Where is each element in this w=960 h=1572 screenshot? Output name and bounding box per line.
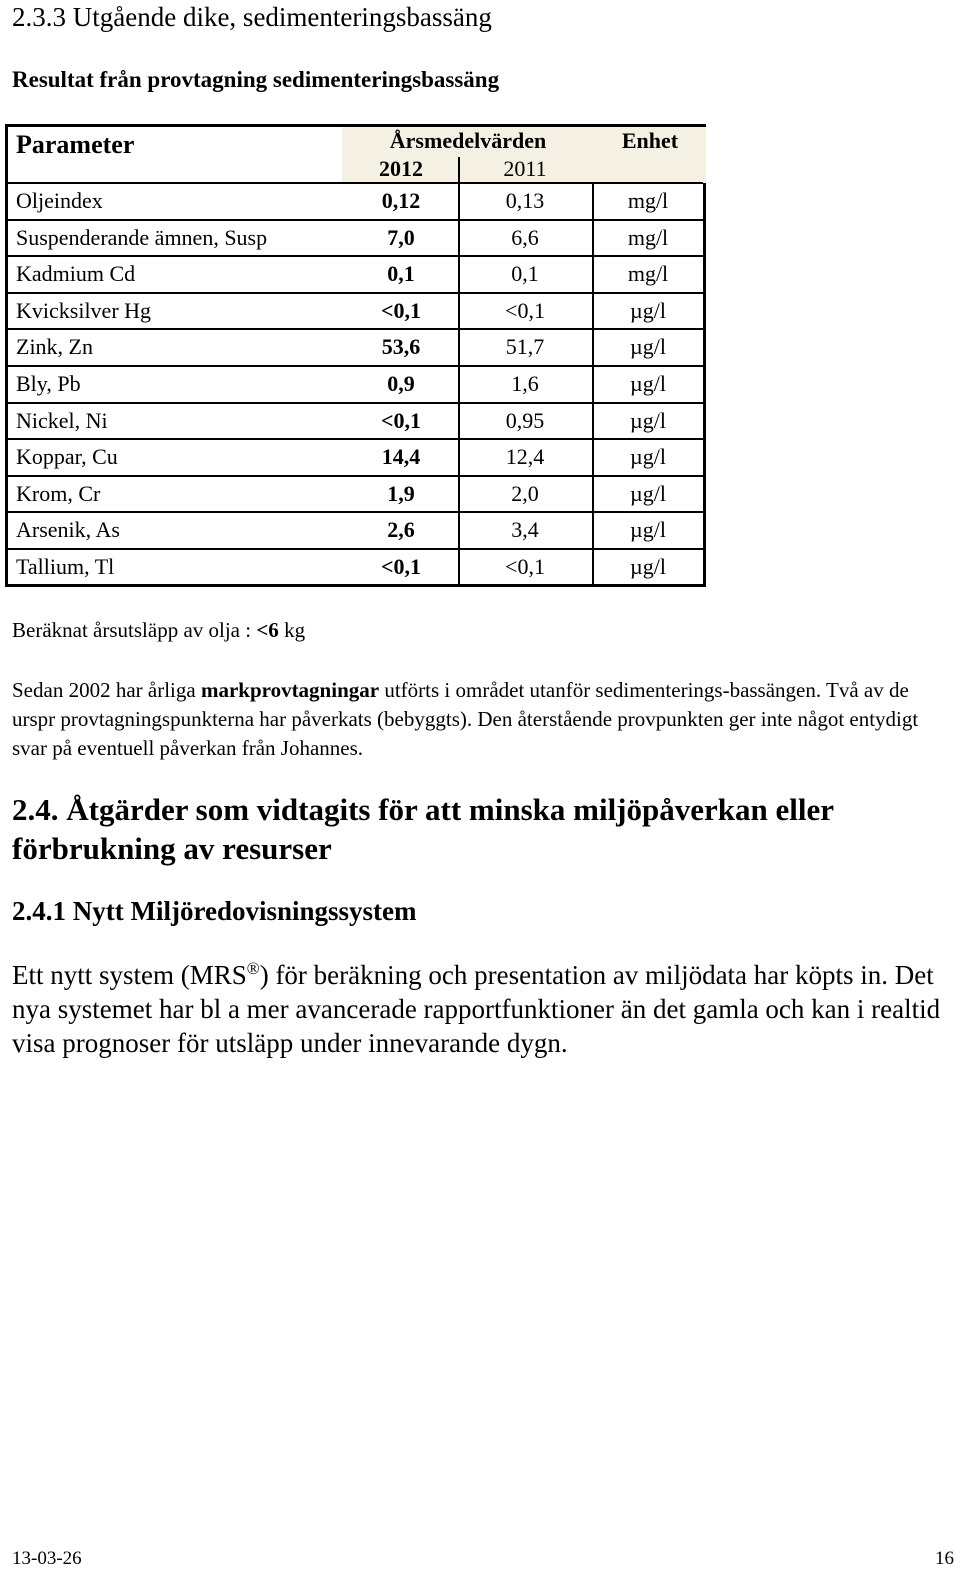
table-row <box>8 293 703 330</box>
table-row <box>8 512 703 549</box>
cell-value-2011: 51,7 <box>505 334 545 360</box>
cell-parameter: Nickel, Ni <box>16 407 108 433</box>
paragraph-text: ) för beräkning och presentation av miljödata har köpts in. Det nya systemet har bl a mer avancerade rapportfunktioner än det gamla och kan i realtid visa prognoser för utsläpp under innevarande dygn. <box>12 960 941 1058</box>
section-heading-2-4: 2.4. Åtgärder som vidtagits för att minska miljöpåverkan eller förbrukning av resurser <box>12 792 834 866</box>
cell-value-2012: 7,0 <box>387 224 415 250</box>
cell-unit: µg/l <box>630 517 666 543</box>
header-parameter: Parameter <box>16 130 135 159</box>
cell-value-2012: 0,12 <box>381 188 421 213</box>
cell-unit: µg/l <box>630 480 666 506</box>
table-row <box>8 220 703 257</box>
cell-unit: mg/l <box>627 224 669 250</box>
section-heading-2-3-3: 2.3.3 Utgående dike, sedimenteringsbassäng <box>12 2 492 32</box>
table-row <box>8 476 703 513</box>
cell-value-2012: <0,1 <box>380 297 422 323</box>
cell-parameter: Kvicksilver Hg <box>16 297 152 323</box>
paragraph-emphasis: markprovtagningar <box>200 678 380 702</box>
table-row <box>8 183 703 220</box>
section-heading-2-4-1: 2.4.1 Nytt Miljöredovisningssystem <box>12 896 417 926</box>
cell-value-2011: 0,1 <box>511 261 539 287</box>
results-table <box>5 124 706 587</box>
cell-unit: µg/l <box>630 407 666 433</box>
cell-parameter: Tallium, Tl <box>16 554 115 579</box>
cell-value-2012: 0,9 <box>387 371 415 396</box>
table-caption: Resultat från provtagning sedimenteringsbassäng <box>12 67 500 92</box>
header-year-2012: 2012 <box>379 156 423 181</box>
cell-value-2012: <0,1 <box>380 407 422 433</box>
header-annual-means: Årsmedelvärden <box>389 128 547 153</box>
oil-emission-statement <box>12 616 305 644</box>
cell-parameter: Suspenderande ämnen, Susp <box>16 224 268 250</box>
cell-parameter: Bly, Pb <box>16 371 81 396</box>
header-year-2011: 2011 <box>503 156 547 181</box>
cell-value-2012: <0,1 <box>380 554 422 579</box>
cell-parameter: Koppar, Cu <box>16 444 118 470</box>
cell-value-2011: <0,1 <box>505 297 545 323</box>
cell-parameter: Oljeindex <box>16 188 103 213</box>
cell-value-2011: 12,4 <box>505 444 545 470</box>
table-row <box>8 366 703 403</box>
header-unit: Enhet <box>621 128 679 153</box>
cell-unit: µg/l <box>630 554 666 579</box>
emission-unit: kg <box>278 618 306 642</box>
paragraph-text: utförts i området utanför sedimenterings-bassängen. Två av de urspr provtagningspunkterna har påverkats (bebyggts). Den återstående provpunkten ger inte något entydigt svar på eventuell påverkan från Johannes. <box>12 678 919 760</box>
cell-value-2011: <0,1 <box>505 554 545 579</box>
cell-value-2011: 0,95 <box>505 407 545 433</box>
cell-unit: mg/l <box>627 261 669 287</box>
cell-value-2011: 2,0 <box>511 480 539 506</box>
cell-value-2011: 6,6 <box>511 224 539 250</box>
cell-unit: µg/l <box>630 297 666 323</box>
cell-value-2012: 14,4 <box>381 444 421 470</box>
cell-parameter: Arsenik, As <box>16 517 120 543</box>
sampling-paragraph <box>12 676 952 763</box>
cell-value-2011: 0,13 <box>505 188 545 213</box>
cell-value-2012: 53,6 <box>381 334 421 360</box>
cell-value-2012: 2,6 <box>387 517 415 543</box>
cell-value-2012: 1,9 <box>387 480 415 506</box>
cell-parameter: Kadmium Cd <box>16 261 136 287</box>
cell-parameter: Krom, Cr <box>16 480 101 506</box>
cell-unit: µg/l <box>630 444 666 470</box>
emission-value: <6 <box>256 618 279 642</box>
table-row <box>8 329 703 366</box>
mrs-paragraph <box>12 958 957 1060</box>
table-row <box>8 439 703 476</box>
page-number: 16 <box>935 1548 954 1569</box>
paragraph-text: Sedan 2002 har årliga <box>12 678 201 702</box>
cell-unit: µg/l <box>630 334 666 360</box>
cell-unit: µg/l <box>630 371 666 396</box>
footer-date: 13-03-26 <box>12 1548 82 1569</box>
cell-unit: mg/l <box>627 188 669 213</box>
table-row <box>8 403 703 440</box>
cell-value-2011: 3,4 <box>511 517 539 543</box>
paragraph-text: Ett nytt system (MRS <box>12 960 247 990</box>
cell-value-2011: 1,6 <box>511 371 539 396</box>
cell-value-2012: 0,1 <box>387 261 415 287</box>
emission-label: Beräknat årsutsläpp av olja : <box>12 618 257 642</box>
table-row <box>8 549 703 586</box>
table-row <box>8 256 703 293</box>
registered-mark: ® <box>246 959 260 978</box>
cell-parameter: Zink, Zn <box>16 334 93 360</box>
